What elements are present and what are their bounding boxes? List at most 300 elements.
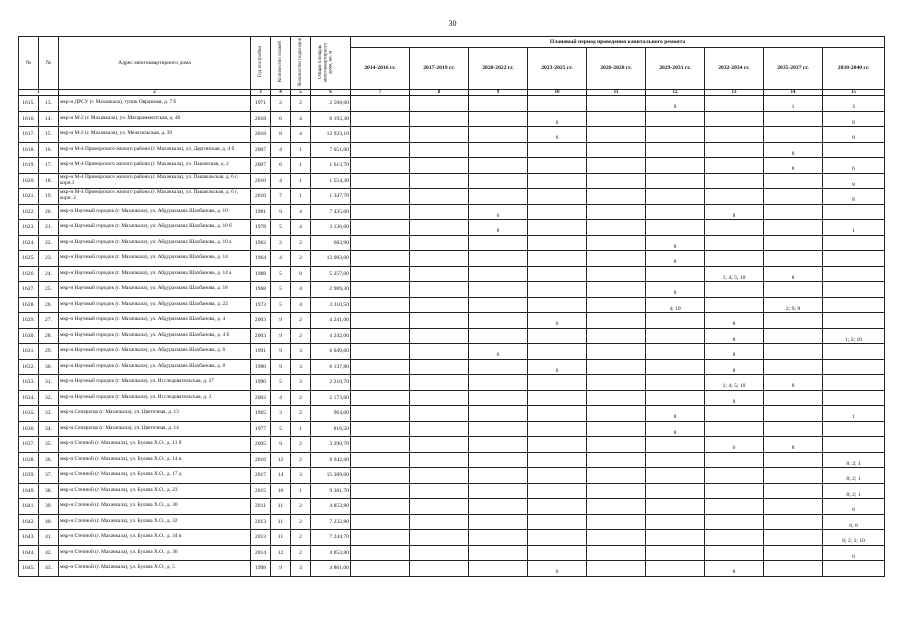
table-body xyxy=(19,96,885,577)
entrances-cell: 4 xyxy=(291,111,311,127)
row-number-global: 1641. xyxy=(19,499,39,515)
period-cell xyxy=(764,530,823,546)
row-number-local: 26. xyxy=(39,297,59,313)
period-cell: 1 xyxy=(823,220,885,236)
row-number-local: 42. xyxy=(39,545,59,561)
period-cell xyxy=(410,220,469,236)
floors-cell: 14 xyxy=(271,468,291,484)
period-cell xyxy=(410,468,469,484)
period-cell xyxy=(764,359,823,375)
floors-cell: 9 xyxy=(271,313,291,329)
period-cell xyxy=(646,204,705,220)
period-cell xyxy=(764,220,823,236)
period-cell xyxy=(469,421,528,437)
area-cell: 6 137,80 xyxy=(311,359,351,375)
year-cell: 1968 xyxy=(251,282,271,298)
table-row xyxy=(19,111,885,127)
period-cell xyxy=(823,375,885,391)
period-cell xyxy=(587,251,646,267)
address-cell: мкр-н ДРСУ (г. Махачкала), тупик Овражная, д. 7 б xyxy=(59,96,251,112)
period-cell: 8 xyxy=(705,328,764,344)
year-cell: 1977 xyxy=(251,421,271,437)
row-number-local: 27. xyxy=(39,313,59,329)
entrances-cell: 1 xyxy=(291,142,311,158)
row-number-local: 21. xyxy=(39,220,59,236)
period-cell xyxy=(646,390,705,406)
table-row xyxy=(19,173,885,189)
period-cell xyxy=(469,173,528,189)
header-area: Общая площадь многоквартирного дома, кв. м xyxy=(311,37,351,90)
row-number-local: 28. xyxy=(39,328,59,344)
period-cell: 6 xyxy=(528,313,587,329)
capital-repair-table xyxy=(18,36,885,577)
header-period-7: 2032-2034 гг. xyxy=(705,48,764,90)
row-number-global: 1615. xyxy=(19,96,39,112)
period-cell: 6 xyxy=(528,127,587,143)
table-row xyxy=(19,530,885,546)
period-cell xyxy=(587,266,646,282)
entrances-cell: 2 xyxy=(291,545,311,561)
period-cell xyxy=(410,297,469,313)
entrances-cell: 2 xyxy=(291,437,311,453)
period-cell xyxy=(528,189,587,205)
floors-cell: 5 xyxy=(271,421,291,437)
area-cell: 8 193,30 xyxy=(311,111,351,127)
address-cell: мкр-н Сепаратор (г. Махачкала), ул. Цветочная, д. 14 xyxy=(59,421,251,437)
period-cell xyxy=(705,251,764,267)
address-cell: мкр-н М-4 Приморского жилого района (г. Махачкала), ул. Пашачльская, д. 6 г, корп. 2 xyxy=(59,189,251,205)
period-cell xyxy=(469,111,528,127)
period-cell: 8 xyxy=(823,499,885,515)
period-cell xyxy=(587,204,646,220)
area-cell: 1 613,70 xyxy=(311,158,351,174)
period-cell xyxy=(410,204,469,220)
period-cell xyxy=(587,297,646,313)
period-cell xyxy=(764,468,823,484)
floors-cell: 5 xyxy=(271,375,291,391)
period-cell: 8 xyxy=(764,437,823,453)
entrances-cell: 3 xyxy=(291,561,311,577)
row-number-global: 1622. xyxy=(19,204,39,220)
period-cell xyxy=(764,282,823,298)
period-cell xyxy=(587,313,646,329)
period-cell xyxy=(705,452,764,468)
address-cell: мкр-н Степной (г. Махачкала), ул. Булача Х.О., д. 34 в xyxy=(59,530,251,546)
area-cell: 7 244,70 xyxy=(311,530,351,546)
floors-cell: 4 xyxy=(271,173,291,189)
period-cell xyxy=(410,189,469,205)
address-cell: мкр-н Научный городок (г. Махачкала), ул. Исследовательская, д. 3 xyxy=(59,390,251,406)
period-cell xyxy=(705,96,764,112)
column-number: 8 xyxy=(410,90,469,96)
period-cell xyxy=(351,235,410,251)
period-cell xyxy=(587,127,646,143)
floors-cell: 12 xyxy=(271,452,291,468)
area-cell: 7 232,80 xyxy=(311,514,351,530)
row-number-local: 24. xyxy=(39,266,59,282)
year-cell: 1965 xyxy=(251,406,271,422)
period-cell xyxy=(764,251,823,267)
period-cell: 1; 2; 10 xyxy=(823,328,885,344)
floors-cell: 9 xyxy=(271,437,291,453)
period-cell xyxy=(587,468,646,484)
period-cell: 8 xyxy=(764,375,823,391)
table-row xyxy=(19,328,885,344)
period-cell: 8; 2; 1 xyxy=(823,452,885,468)
floors-cell: 5 xyxy=(271,297,291,313)
address-cell: мкр-н Сепаратор (г. Махачкала), ул. Цветочная, д. 13 xyxy=(59,406,251,422)
period-cell xyxy=(823,313,885,329)
period-cell xyxy=(528,421,587,437)
header-entrances: Количество подъездов xyxy=(291,37,311,90)
period-cell xyxy=(410,111,469,127)
address-cell: мкр-н Научный городок (г. Махачкала), ул. Абдурахмана Шахбанова, д. 4 б xyxy=(59,328,251,344)
row-number-global: 1643. xyxy=(19,530,39,546)
area-cell: 3 290,70 xyxy=(311,437,351,453)
row-number-global: 1632. xyxy=(19,359,39,375)
period-cell xyxy=(410,173,469,189)
table-row xyxy=(19,127,885,143)
period-cell: 1; 4; 5; 10 xyxy=(705,375,764,391)
period-cell xyxy=(469,561,528,577)
year-cell: 1990 xyxy=(251,375,271,391)
period-cell xyxy=(351,359,410,375)
entrances-cell: 1 xyxy=(291,189,311,205)
address-cell: мкр-н Степной (г. Махачкала), ул. Булача Х.О., д. 23 xyxy=(59,483,251,499)
period-cell xyxy=(528,142,587,158)
address-cell: мкр-н Научный городок (г. Махачкала), ул. Абдурахмана Шахбанова, д. 18 xyxy=(59,282,251,298)
period-cell xyxy=(764,406,823,422)
year-cell: 2018 xyxy=(251,111,271,127)
table-row xyxy=(19,514,885,530)
period-cell xyxy=(646,545,705,561)
area-cell: 4 241,00 xyxy=(311,313,351,329)
address-cell: мкр-н Научный городок (г. Махачкала), ул. Абдурахмана Шахбанова, д. 14 xyxy=(59,251,251,267)
period-cell xyxy=(764,483,823,499)
header-period-3: 2020-2022 гг. xyxy=(469,48,528,90)
table-row xyxy=(19,390,885,406)
entrances-cell: 4 xyxy=(291,220,311,236)
row-number-global: 1638. xyxy=(19,452,39,468)
period-cell xyxy=(705,297,764,313)
year-cell: 2013 xyxy=(251,530,271,546)
entrances-cell: 2 xyxy=(291,235,311,251)
header-period-1: 2014-2016 гг. xyxy=(351,48,410,90)
entrances-cell: 3 xyxy=(291,359,311,375)
period-cell: 8 xyxy=(705,344,764,360)
period-cell xyxy=(646,375,705,391)
period-cell xyxy=(410,514,469,530)
floors-cell: 9 xyxy=(271,204,291,220)
period-cell xyxy=(528,251,587,267)
period-cell: 8; 2; 1 xyxy=(823,483,885,499)
period-cell xyxy=(410,421,469,437)
period-cell xyxy=(587,437,646,453)
year-cell: 1981 xyxy=(251,204,271,220)
column-number: 1 xyxy=(19,90,59,96)
period-cell xyxy=(351,390,410,406)
address-cell: мкр-н Научный городок (г. Махачкала), ул. Абдурахмана Шахбанова, д. 6 xyxy=(59,344,251,360)
period-cell xyxy=(764,111,823,127)
year-cell: 2014 xyxy=(251,545,271,561)
area-cell: 7 051,00 xyxy=(311,142,351,158)
period-cell xyxy=(587,282,646,298)
year-cell: 2015 xyxy=(251,483,271,499)
table-row xyxy=(19,561,885,577)
floors-cell: 11 xyxy=(271,499,291,515)
period-cell xyxy=(351,328,410,344)
period-cell: 8 xyxy=(646,251,705,267)
row-number-global: 1619. xyxy=(19,158,39,174)
period-cell xyxy=(351,406,410,422)
period-cell xyxy=(587,96,646,112)
period-cell: 8 xyxy=(646,406,705,422)
row-number-local: 31. xyxy=(39,375,59,391)
period-cell xyxy=(587,514,646,530)
area-cell: 6 049,00 xyxy=(311,344,351,360)
table-row xyxy=(19,437,885,453)
period-cell xyxy=(410,251,469,267)
year-cell: 1971 xyxy=(251,96,271,112)
period-cell xyxy=(351,499,410,515)
area-cell: 2 173,60 xyxy=(311,390,351,406)
column-number: 4 xyxy=(271,90,291,96)
period-cell xyxy=(705,282,764,298)
year-cell: 1998 xyxy=(251,561,271,577)
period-cell xyxy=(587,375,646,391)
column-number: 7 xyxy=(351,90,410,96)
period-cell xyxy=(823,142,885,158)
row-number-local: 20. xyxy=(39,204,59,220)
period-cell xyxy=(764,344,823,360)
period-cell xyxy=(646,111,705,127)
year-cell: 2017 xyxy=(251,468,271,484)
period-cell xyxy=(646,313,705,329)
period-cell xyxy=(705,235,764,251)
header-address: Адрес многоквартирного дома xyxy=(59,37,251,90)
table-row xyxy=(19,421,885,437)
period-cell: 8 xyxy=(646,235,705,251)
period-cell xyxy=(764,421,823,437)
period-cell xyxy=(528,390,587,406)
period-cell xyxy=(410,437,469,453)
row-number-global: 1621. xyxy=(19,189,39,205)
period-cell xyxy=(705,468,764,484)
period-cell xyxy=(410,561,469,577)
period-cell xyxy=(587,235,646,251)
period-cell xyxy=(528,452,587,468)
period-cell xyxy=(764,390,823,406)
period-cell: 4; 10 xyxy=(646,297,705,313)
table-row xyxy=(19,158,885,174)
period-cell: 6 xyxy=(823,545,885,561)
entrances-cell: 3 xyxy=(291,468,311,484)
column-number: 11 xyxy=(587,90,646,96)
address-cell: мкр-н Научный городок (г. Махачкала), ул. Абдурахмана Шахбанова, д. 10 а xyxy=(59,235,251,251)
column-number: 14 xyxy=(764,90,823,96)
period-cell xyxy=(587,499,646,515)
period-cell: 8 xyxy=(764,266,823,282)
period-cell: 6 xyxy=(469,344,528,360)
row-number-global: 1640. xyxy=(19,483,39,499)
period-cell xyxy=(351,111,410,127)
floors-cell: 2 xyxy=(271,96,291,112)
period-cell xyxy=(587,530,646,546)
period-cell xyxy=(351,344,410,360)
period-cell xyxy=(587,359,646,375)
period-cell xyxy=(410,390,469,406)
row-number-local: 37. xyxy=(39,468,59,484)
period-cell xyxy=(351,452,410,468)
area-cell: 1 347,70 xyxy=(311,189,351,205)
row-number-local: 35. xyxy=(39,437,59,453)
row-number-local: 40. xyxy=(39,514,59,530)
period-cell: 8 xyxy=(705,313,764,329)
period-cell xyxy=(528,344,587,360)
period-cell: 8 xyxy=(823,111,885,127)
period-cell xyxy=(823,561,885,577)
period-cell: 8; 2; 1 xyxy=(823,468,885,484)
entrances-cell: 2 xyxy=(291,406,311,422)
address-cell: мкр-н Научный городок (г. Махачкала), ул. Абдурахмана Шахбанова, д. 14 а xyxy=(59,266,251,282)
floors-cell: 4 xyxy=(271,251,291,267)
column-number: 2 xyxy=(59,90,251,96)
period-cell: 6 xyxy=(469,204,528,220)
period-cell xyxy=(410,158,469,174)
column-number: 5 xyxy=(291,90,311,96)
column-number: 9 xyxy=(469,90,528,96)
year-cell: 1978 xyxy=(251,220,271,236)
entrances-cell: 1 xyxy=(291,483,311,499)
period-cell xyxy=(351,483,410,499)
period-cell xyxy=(764,189,823,205)
area-cell: 2 210,70 xyxy=(311,375,351,391)
column-number: 15 xyxy=(823,90,885,96)
table-row xyxy=(19,452,885,468)
period-cell xyxy=(587,406,646,422)
period-cell: 8 xyxy=(823,189,885,205)
period-cell xyxy=(646,530,705,546)
column-number: 6 xyxy=(311,90,351,96)
period-cell xyxy=(351,127,410,143)
address-cell: мкр-н Степной (г. Махачкала), ул. Булача Х.О., д. 30 xyxy=(59,499,251,515)
period-cell xyxy=(351,421,410,437)
row-number-local: 36. xyxy=(39,452,59,468)
period-cell xyxy=(764,173,823,189)
table-row xyxy=(19,313,885,329)
period-cell xyxy=(587,452,646,468)
address-cell: мкр-н М-4 Приморского жилого района (г. Махачкала), ул. Даргинская, д. 4 б xyxy=(59,142,251,158)
period-cell xyxy=(646,514,705,530)
floors-cell: 5 xyxy=(271,282,291,298)
period-cell xyxy=(587,483,646,499)
entrances-cell: 1 xyxy=(291,158,311,174)
period-cell: 1 xyxy=(764,96,823,112)
period-cell: 8; 2; 1; 10 xyxy=(823,530,885,546)
row-number-local: 43. xyxy=(39,561,59,577)
period-cell xyxy=(646,189,705,205)
period-cell xyxy=(764,514,823,530)
period-cell xyxy=(646,266,705,282)
period-cell xyxy=(410,313,469,329)
period-cell xyxy=(469,437,528,453)
header-num1: № xyxy=(19,37,39,90)
period-cell xyxy=(351,189,410,205)
year-cell: 1973 xyxy=(251,297,271,313)
row-number-local: 17. xyxy=(39,158,59,174)
period-cell xyxy=(469,251,528,267)
period-cell xyxy=(410,235,469,251)
period-cell xyxy=(469,142,528,158)
period-cell xyxy=(469,158,528,174)
period-cell xyxy=(351,251,410,267)
header-period-2: 2017-2019 гг. xyxy=(410,48,469,90)
row-number-global: 1627. xyxy=(19,282,39,298)
year-cell: 2010 xyxy=(251,173,271,189)
period-cell xyxy=(351,545,410,561)
period-cell xyxy=(528,468,587,484)
entrances-cell: 3 xyxy=(291,344,311,360)
entrances-cell: 2 xyxy=(291,328,311,344)
period-cell: 6 xyxy=(528,561,587,577)
row-number-global: 1636. xyxy=(19,421,39,437)
period-cell xyxy=(410,328,469,344)
area-cell: 683,90 xyxy=(311,235,351,251)
header-period-6: 2029-2031 гг. xyxy=(646,48,705,90)
floors-cell: 4 xyxy=(271,390,291,406)
address-cell: мкр-н Степной (г. Махачкала), ул. Булача Х.О., д. 11 б xyxy=(59,437,251,453)
row-number-global: 1635. xyxy=(19,406,39,422)
period-cell xyxy=(469,127,528,143)
area-cell: 816,50 xyxy=(311,421,351,437)
address-cell: мкр-н Научный городок (г. Махачкала), ул. Исследовательская, д. 27 xyxy=(59,375,251,391)
period-cell xyxy=(528,499,587,515)
period-cell xyxy=(646,359,705,375)
year-cell: 2003 xyxy=(251,313,271,329)
year-cell: 1964 xyxy=(251,251,271,267)
period-cell: 6; 8 xyxy=(823,514,885,530)
entrances-cell: 2 xyxy=(291,530,311,546)
period-cell xyxy=(528,375,587,391)
period-cell xyxy=(587,142,646,158)
row-number-local: 15. xyxy=(39,127,59,143)
table-row xyxy=(19,545,885,561)
period-cell xyxy=(646,344,705,360)
period-cell xyxy=(351,468,410,484)
period-cell xyxy=(351,266,410,282)
period-cell xyxy=(587,173,646,189)
period-cell xyxy=(410,359,469,375)
entrances-cell: 4 xyxy=(291,282,311,298)
address-cell: мкр-н М-4 Приморского жилого района (г. Махачкала), ул. Пашачльская, д. 6 г, корп.1 xyxy=(59,173,251,189)
table-row xyxy=(19,483,885,499)
period-cell: 8 xyxy=(646,96,705,112)
row-number-global: 1633. xyxy=(19,375,39,391)
row-number-local: 33. xyxy=(39,406,59,422)
entrances-cell: 4 xyxy=(291,204,311,220)
row-number-local: 25. xyxy=(39,282,59,298)
period-cell xyxy=(351,530,410,546)
entrances-cell: 2 xyxy=(291,499,311,515)
period-cell xyxy=(823,344,885,360)
row-number-local: 30. xyxy=(39,359,59,375)
floors-cell: 12 xyxy=(271,545,291,561)
year-cell: 1991 xyxy=(251,344,271,360)
column-number: 10 xyxy=(528,90,587,96)
table-row xyxy=(19,359,885,375)
row-number-global: 1630. xyxy=(19,328,39,344)
table-row xyxy=(19,406,885,422)
